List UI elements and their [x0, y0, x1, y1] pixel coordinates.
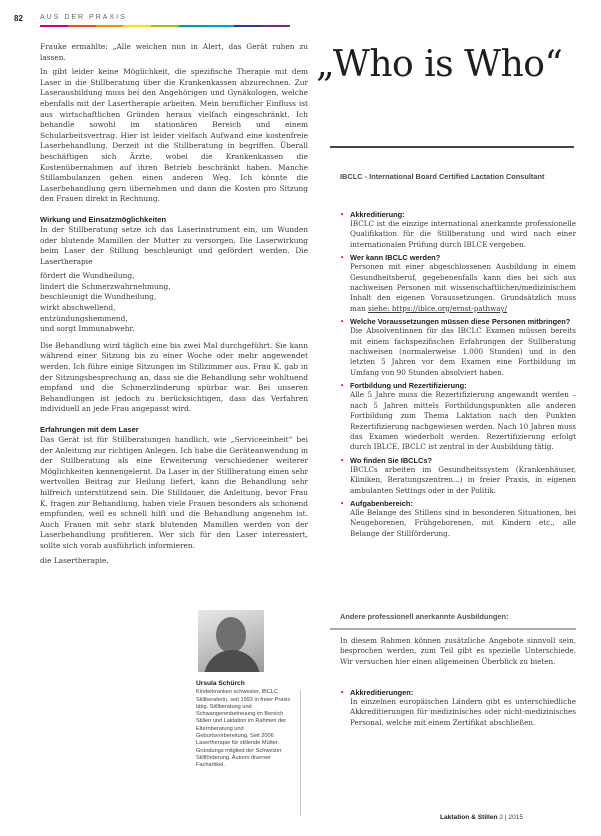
faq-answer: IBCLCs arbeiten im Gesundheitssystem (Krankenhäuser, Kliniken, Beratungszentren...) in freier Praxis, in eigenen ambulanten Settings oder in der Politik. [350, 464, 576, 495]
portrait-head [216, 617, 246, 653]
faq-question: • Wo finden Sie IBCLCs? [350, 455, 432, 465]
page-title: „Who is Who“ [316, 44, 563, 85]
section-rule [330, 628, 576, 630]
color-bar-segment [68, 25, 96, 27]
color-bar [40, 25, 290, 27]
paragraph: In gibt leider keine Möglichkeit, die spezifische Therapie mit dem Laser in die Stillberatung über die Krankenkassen abzurechnen. Zur Laserausbildung muss bei den Angehörigen und Gynäkologen, welche ebenfalls mit der Lasertherapie arbeiten. Mein beruflicher Einfluss ist aus wirtschaftlichen Gründen heraus vielfach eingeschränkt. Ich behandle sowohl im stationären Bereich und einem Schularbeitsvertrag. Hier ist leider vielfach Aufwand eine kostenfreie Laserbehandlung. Derzeit ist die Stillberatung in begriffen. Überall beschäftigen sich Ärzte, wobei die Krankenkassen die Kostenübernahmen auf ihren Betrieb beschränkt haben. Manche Stillambulanzen gehen einen anderen Weg. Ich könnte die Laserbehandlung gern übernehmen und dann die Kosten pro Sitzung den Frauen direkt in Rechnung. [40, 67, 308, 204]
footer [440, 814, 523, 821]
color-bar-segment [262, 25, 290, 27]
left-column [40, 42, 308, 570]
color-bar-segment [40, 25, 68, 27]
color-bar-segment [151, 25, 179, 27]
author-portrait [198, 610, 264, 672]
faq-answer [350, 262, 576, 314]
faq-answer: IBCLC ist die einzige international anerkannte professionelle Qualifikation für die Stillberatung und wird nach einer internationalen Prüfung durch IBLCE vergeben. [350, 219, 576, 249]
paragraph: In der Stillberatung setze ich das Laserinstrument ein, um Wunden oder blutende Mamillen der Mutter zu versorgen. Die Laserwirkung beim Laser der Stillung beschleunigt und gefördert werden. Die Lasertherapie [40, 224, 308, 266]
author-bio: Kinderkranken schwester, IBCLC Stillberaterin, seit 1993 in freier Praxis tätig. Stillberatung und Schwangerenbetreuung im Bereich Stillen und Laktation im Rahmen der Elternberatung und Geburtsvorbereitung. Seit 2006 Lasertherapie für stillende Mütter. Gründungs mitglied der Schweizer Stillförderung. Autorin diverser Fachartikel. [196, 689, 291, 769]
faq-answer: Alle 5 Jahre muss die Rezertifizierung angewandt werden – nach 5 Jahren mittels Fortbildungspunkten alle anderen Fortbildung zum Thema Laktation nach den Punkten Rezertifizierung nachgewiesen werden. Nach 10 Jahren muss das Examen wiederholt werden. Rezertifizierung erfolgt durch IBLCE. IBCLC ist zentral in der Ausbildung tätig. [350, 390, 576, 452]
color-bar-segment [234, 25, 262, 27]
list-item: fördert die Wundheilung, [40, 271, 135, 281]
other-faq [340, 688, 576, 728]
pathway-link[interactable]: siehe: https://iblce.org/ernst-pathway/ [368, 303, 508, 313]
faq-answer: In einzelnen europäischen Ländern gibt es unterschiedliche Akkreditierungen für medizinisches oder nicht-medizinisches Personal, welche mit einem Zertifikat abschließen. [350, 697, 576, 727]
portrait-caption [196, 680, 296, 770]
benefit-list [40, 271, 308, 335]
list-item: wirkt abschwellend, [40, 303, 116, 313]
paragraph: Frauke ermahlte: „Alle weichen nun in Alert, das Gerät ruhen zu lassen. [40, 42, 308, 62]
other-intro: In diesem Rahmen können zusätzliche Angebote sinnvoll sein, besprochen werden, zum Teil gibt es spezielle Unterschiede. Wir versuchen hier einen allgemeinen Überblick zu bieten. [340, 636, 576, 666]
section-label: AUS DER PRAXIS [40, 14, 127, 21]
paragraph: Das Gerät ist für Stillberatungen handlich, wie „Serviceeinheit“ bei der Anleitung zur richtigen Anlegen. Ich habe die Geräteanwendung in der Stillberatung als eine Erweiterung verschiedener weiterer Möglichkeiten kennengelernt. Da Laser in der Stillberatung einen sehr wertvollen Beitrag zur Heilung liefert, kann die Behandlung sehr hilfreich unterstützend sein. Die Stilldauer, die Anleitung, bevor Frau K. fragen zur Behandlung, haben viele Frauen besonders als schonend empfunden, weil es schnell hilft und die Behandlung angenehm ist. Auch Frauen mit sehr stark blutenden Mamillen werden von der Laserbehandlung profitieren. Wer sich für den Laser interessiert, sollte sich vorab ausführlich informieren. [40, 435, 308, 550]
portrait-shoulders [204, 650, 260, 672]
issue-number: 2 | 2015 [499, 814, 524, 821]
color-bar-segment [123, 25, 151, 27]
faq-answer-text: Personen mit einer abgeschlossenen Ausbildung in einem Gesundheitsberuf, gegebenenfalls kann dies bei sich aus nachweisen Personen mit wissenschaftlichen/medizinischem Inhalt den eigenen Voraussetzungen. Grundsätzlich muss man [350, 262, 576, 313]
list-item: beschleunigt die Wundheilung, [40, 292, 157, 302]
faq-item [340, 381, 576, 452]
author-name: Ursula Schürch [196, 680, 245, 687]
paragraph: Die Behandlung wird täglich eine bis zwei Mal durchgeführt. Sie kann während einer Sitzung bis zu einer Woche oder mehr angewendet werden. Ich führe einige Sitzungen im Stillzimmer aus. Frau K. gab in der Sitzungsbesprechung an, dass sie die Behandlung sehr wohltuend empfand und die Schmerzlinderung spürbar war. Bei unseren Behandlungen ist jedoch zu berücksichtigen, dass das Verfahren individuell an jede Frau angepasst wird. [40, 340, 308, 414]
faq-item [340, 688, 576, 728]
box-heading: IBCLC - International Board Certified Lactation Consultant [340, 172, 545, 181]
faq-question: • Aufgabenbereich: [350, 498, 413, 508]
faq-item [340, 317, 576, 378]
list-item: lindert die Schmerzwahrnehmung, [40, 281, 171, 291]
faq-question: • Welche Voraussetzungen müssen diese Personen mitbringen? [350, 317, 571, 327]
other-heading: Andere professionell anerkannte Ausbildungen: [340, 612, 509, 621]
caption-divider [300, 690, 301, 816]
faq-answer: Alle Belange des Stillens sind in besonderen Situationen, bei Neugeborenen, Frühgeborenen, mit Kindern etc., alle Belange der Stillförderung. [350, 507, 576, 538]
faq-answer: Die Absolventinnen für das IBCLC Examen müssen bereits mit einem fachspezifischen Erfahrungen der Stillberatung nachweisen (normalerweise 1.000 Stunden) und in den letzten 5 Jahren vor dem Examen eine Fortbildung im Umfang von 90 Stunden absolviert haben. [350, 326, 576, 377]
faq-item [340, 253, 576, 314]
color-bar-segment [179, 25, 207, 27]
list-item: entzündungshemmend, [40, 313, 128, 323]
list-item: und sorgt Immunabwehr. [40, 324, 135, 334]
faq-question: • Akkreditierungen: [350, 688, 414, 697]
faq-question: • Akkreditierung: [350, 210, 405, 219]
ibclc-faq [340, 210, 576, 542]
faq-item [340, 456, 576, 496]
subheading: Erfahrungen mit dem Laser [40, 425, 139, 434]
box-top-rule [330, 146, 574, 148]
faq-item [340, 210, 576, 250]
page-number: 82 [14, 14, 23, 23]
journal-name: Laktation & Stillen [440, 814, 498, 821]
color-bar-segment [96, 25, 124, 27]
subheading: Wirkung und Einsatzmöglichkeiten [40, 214, 167, 224]
faq-item [340, 499, 576, 539]
color-bar-segment [207, 25, 235, 27]
faq-question: • Wer kann IBCLC werden? [350, 253, 441, 263]
paragraph: die Lasertherapie. [40, 555, 109, 565]
faq-question: • Fortbildung und Rezertifizierung: [350, 381, 467, 391]
